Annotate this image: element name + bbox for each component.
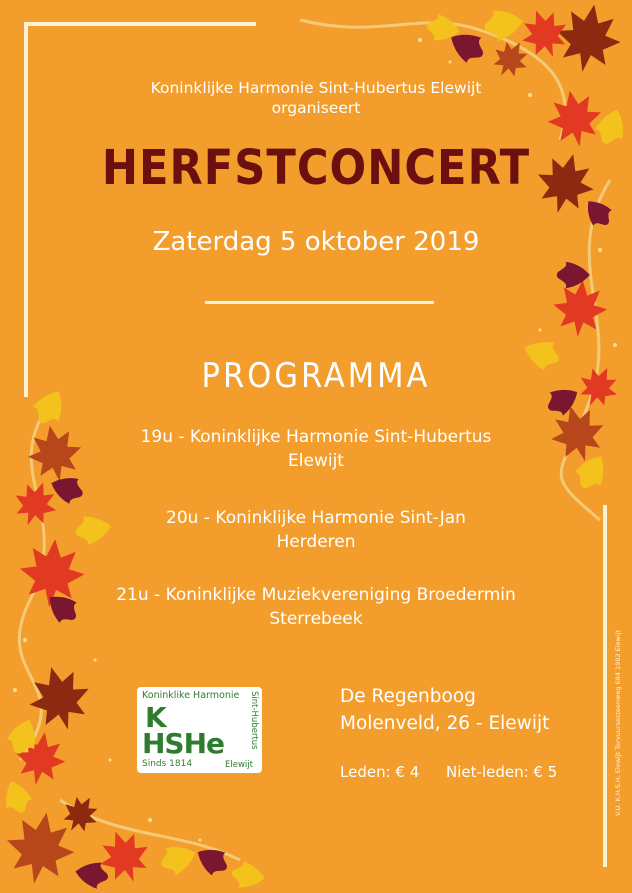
organizer-name: Koninklijke Harmonie Sint-Hubertus Elewijt [150,79,482,97]
concert-date: Zaterdag 5 oktober 2019 [152,227,480,257]
venue-address: Molenveld, 26 - Elewijt [340,713,550,734]
program-item-line2: Herderen [276,532,356,552]
logo-letters: HSHe [142,727,225,760]
venue-name: De Regenboog [340,686,476,707]
logo-top-text: Koninklike Harmonie [142,690,240,701]
program-item-line1: 21u - Koninklijke Muziekvereniging Broedermin [116,585,516,605]
program-item-line2: Sterrebeek [269,609,363,629]
organizer-verb: organiseert [271,99,361,117]
program-item-line1: 19u - Koninklijke Harmonie Sint-Hubertus [140,427,492,447]
logo-place: Elewijt [225,760,253,770]
prices [340,763,579,781]
program-item [0,425,632,473]
price-members: Leden: € 4 [340,763,420,781]
logo-initial: K [145,701,167,734]
programma-heading: PROGRAMMA [201,356,431,396]
concert-title: HERFSTCONCERT [101,140,531,196]
divider [205,301,434,304]
organizer-text [0,78,632,118]
logo-since: Sinds 1814 [142,759,193,769]
price-non-members: Niet-leden: € 5 [446,763,558,781]
logo-vertical-text: Sint-Hubertus [249,691,259,750]
program-item [0,583,632,631]
program-item [0,506,632,554]
program-item-line1: 20u - Koninklijke Harmonie Sint-Jan [166,508,466,528]
responsible-publisher: V.U. K.H.S.H. Elewijt Tervuursesteenweg 684 1982 Elewijt [614,630,622,816]
khshe-logo [137,687,262,773]
program-item-line2: Elewijt [288,451,344,471]
